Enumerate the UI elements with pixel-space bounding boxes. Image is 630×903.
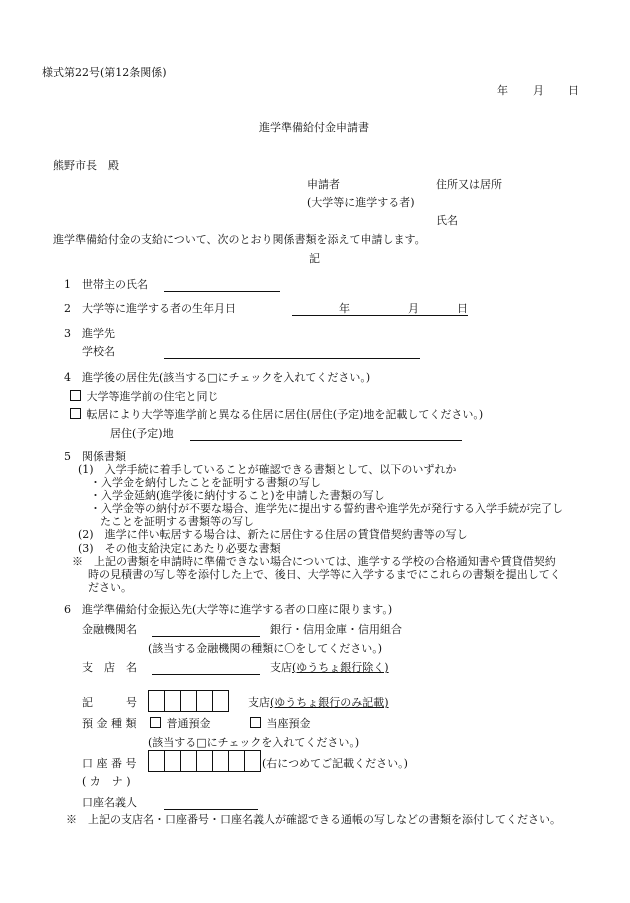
kana-label: ( カ ナ ): [82, 775, 131, 788]
applicant-note: (大学等に進学する者): [307, 196, 415, 209]
bank-section-label: 6 進学準備給付金振込先(大学等に進学する者の口座に限ります。): [64, 603, 393, 616]
account-number-note: (右につめてご記載ください。): [262, 757, 408, 770]
account-type-label: 預 金 種 類: [82, 717, 137, 730]
final-note: ※ 上記の支店名・口座番号・口座名義人が確認できる通帳の写しなどの書類を添付してください。: [66, 813, 561, 826]
destination-label: 3 進学先: [64, 327, 115, 340]
bank-name-field[interactable]: [152, 636, 260, 637]
birthdate-month: 月: [408, 302, 419, 315]
checkbox-icon[interactable]: [70, 390, 81, 401]
householder-name-label: 1 世帯主の氏名: [64, 278, 148, 291]
documents-bullet-3b: たことを証明する書類等の写し: [100, 515, 254, 528]
documents-bullet-1: ・入学金を納付したことを証明する書類の写し: [90, 476, 321, 489]
birthdate-label: 2 大学等に進学する者の生年月日: [64, 302, 236, 315]
birthdate-field[interactable]: [292, 315, 468, 316]
account-type-note: (該当する□にチェックを入れてください。): [148, 736, 360, 749]
documents-note-c: ださい。: [88, 581, 132, 594]
symbol-digit-boxes[interactable]: [148, 690, 229, 712]
residence-option-same[interactable]: 大学等進学前の住宅と同じ: [70, 390, 219, 404]
documents-sub-2: (2) 進学に伴い転居する場合は、新たに居住する住居の賃貸借契約書等の写し: [78, 528, 468, 541]
school-name-label: 学校名: [82, 345, 115, 358]
documents-sub-1: (1) 入学手続に着手していることが確認できる書類として、以下のいずれか: [78, 463, 457, 476]
date-day-label: 日: [568, 84, 579, 97]
date-year-label: 年: [497, 84, 508, 97]
residence-option-moved[interactable]: 転居により大学等進学前と異なる住居に居住(居住(予定)地を記載してください。): [70, 408, 483, 422]
ki-label: 記: [309, 252, 320, 265]
branch-name-field[interactable]: [152, 674, 260, 675]
applicant-address-label: 住所又は居所: [436, 178, 502, 191]
school-name-field[interactable]: [164, 358, 420, 359]
documents-note-b: 時の見積書の写し等を添付した上で、後日、大学等に入学するまでにこれらの書類を提出してく: [88, 568, 561, 581]
residence-section-label: 4 進学後の居住先(該当する□にチェックを入れてください。): [64, 371, 371, 384]
account-type-ordinary[interactable]: 普通預金: [150, 717, 211, 731]
branch-name-label: 支 店 名: [82, 661, 137, 674]
documents-note-a: ※ 上記の書類を申請時に準備できない場合については、進学する学校の合格通知書や賃貸借契約: [72, 555, 556, 568]
documents-bullet-3a: ・入学金等の納付が不要な場合、進学先に提出する誓約書や進学先が発行する入学手続が完了し: [90, 502, 563, 515]
account-holder-field[interactable]: [164, 809, 258, 810]
birthdate-day: 日: [457, 302, 468, 315]
bank-type-note: (該当する金融機関の種類に〇をしてください。): [148, 642, 383, 655]
checkbox-icon[interactable]: [150, 717, 161, 728]
bank-name-label: 金融機関名: [82, 623, 137, 636]
branch-suffix: 支店(ゆうちょ銀行除く): [270, 661, 389, 674]
document-title: 進学準備給付金申請書: [259, 121, 369, 134]
planned-residence-label: 居住(予定)地: [110, 427, 174, 440]
symbol-label: 記 号: [82, 696, 137, 709]
checkbox-icon[interactable]: [250, 717, 261, 728]
applicant-label: 申請者: [307, 178, 340, 191]
account-number-label: 口 座 番 号: [82, 757, 137, 770]
account-holder-label: 口座名義人: [82, 796, 137, 809]
checkbox-icon[interactable]: [70, 408, 81, 419]
branch-note: (ゆうちょ銀行除く): [292, 661, 389, 674]
account-type-current[interactable]: 当座預金: [250, 717, 311, 731]
form-number: 様式第22号(第12条関係): [42, 66, 167, 79]
account-number-digit-boxes[interactable]: [148, 750, 261, 772]
addressee: 熊野市長 殿: [53, 159, 119, 172]
applicant-name-label: 氏名: [436, 214, 458, 227]
documents-bullet-2: ・入学金延納(進学後に納付すること)を申請した書類の写し: [90, 489, 385, 502]
householder-name-field[interactable]: [164, 291, 280, 292]
birthdate-year: 年: [339, 302, 350, 315]
documents-sub-3: (3) その他支給決定にあたり必要な書類: [78, 542, 281, 555]
date-month-label: 月: [533, 84, 544, 97]
planned-residence-field[interactable]: [190, 440, 462, 441]
bank-types: 銀行・信用金庫・信用組合: [270, 623, 402, 636]
documents-section-label: 5 関係書類: [64, 450, 126, 463]
intro-text: 進学準備給付金の支給について、次のとおり関係書類を添えて申請します。: [53, 233, 426, 246]
symbol-suffix: 支店(ゆうちょ銀行のみ記載): [248, 696, 389, 709]
symbol-note: (ゆうちょ銀行のみ記載): [270, 696, 389, 709]
